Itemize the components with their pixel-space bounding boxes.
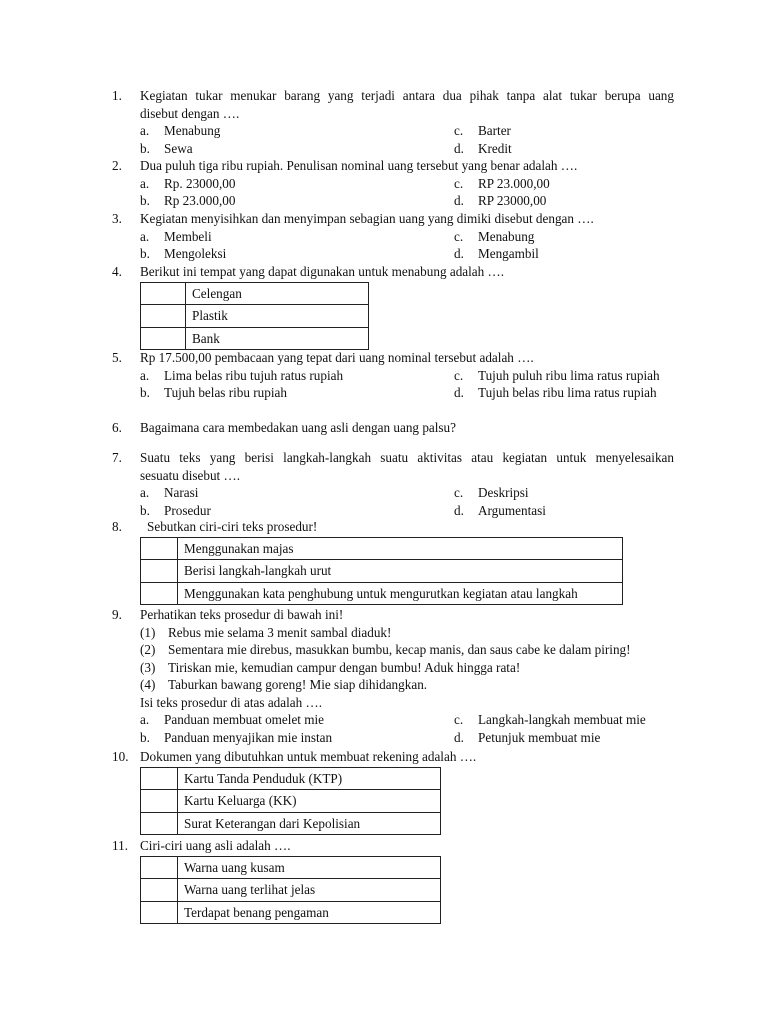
option-b[interactable]: b. Mengoleksi bbox=[140, 246, 227, 261]
option-d[interactable]: d. RP 23000,00 bbox=[454, 193, 547, 208]
option-c[interactable]: c. Barter bbox=[454, 123, 511, 138]
question-text: Kegiatan menyisihkan dan menyimpan sebagian uang yang dimiki disebut dengan …. bbox=[140, 211, 594, 226]
question-number: 6. bbox=[112, 420, 122, 435]
answer-checkbox[interactable] bbox=[141, 767, 178, 790]
option-d[interactable]: d. Argumentasi bbox=[454, 502, 546, 518]
options-row bbox=[140, 367, 674, 385]
options-row bbox=[140, 729, 674, 747]
question-text-continued: Isi teks prosedur di atas adalah …. bbox=[140, 694, 323, 710]
options-row bbox=[140, 245, 674, 263]
question-text: Kegiatan tukar menukar barang yang terjadi antara dua pihak tanpa alat tukar berupa uang bbox=[140, 88, 674, 103]
option-a[interactable]: a. Menabung bbox=[140, 123, 221, 138]
table-row bbox=[141, 790, 441, 813]
procedure-step: (2) Sementara mie direbus, masukkan bumbu, kecap manis, dan saus cabe ke dalam piring! bbox=[140, 642, 631, 657]
option-c[interactable]: c. Menabung bbox=[454, 228, 535, 244]
answer-checkbox[interactable] bbox=[141, 305, 186, 328]
question-number: 7. bbox=[112, 450, 122, 465]
table-row bbox=[141, 327, 369, 350]
option-d[interactable]: d. Tujuh belas ribu lima ratus rupiah bbox=[454, 385, 657, 400]
option-c[interactable]: c. RP 23.000,00 bbox=[454, 175, 550, 191]
table-cell: Menggunakan majas bbox=[178, 537, 623, 560]
question-number: 3. bbox=[112, 211, 122, 226]
table-row bbox=[141, 582, 623, 605]
options-row bbox=[140, 711, 674, 729]
question-text: Dua puluh tiga ribu rupiah. Penulisan nominal uang tersebut yang benar adalah …. bbox=[140, 158, 578, 173]
option-a[interactable]: a. Lima belas ribu tujuh ratus rupiah bbox=[140, 367, 344, 383]
answer-checkbox[interactable] bbox=[141, 901, 178, 924]
question-text-continued: disebut dengan …. bbox=[140, 105, 240, 121]
question-number: 2. bbox=[112, 158, 122, 173]
question-number: 11. bbox=[112, 838, 128, 853]
option-c[interactable]: c. Langkah-langkah membuat mie bbox=[454, 712, 646, 727]
question-number: 10. bbox=[112, 749, 129, 764]
option-a[interactable]: a. Rp. 23000,00 bbox=[140, 175, 236, 191]
options-row bbox=[140, 175, 674, 193]
options-row bbox=[140, 140, 674, 158]
option-d[interactable]: d. Petunjuk membuat mie bbox=[454, 729, 601, 745]
question-text-continued: sesuatu disebut …. bbox=[140, 467, 240, 483]
question-number: 9. bbox=[112, 607, 122, 622]
answer-table bbox=[140, 537, 623, 606]
options-row bbox=[140, 502, 674, 520]
procedure-step: (1) Rebus mie selama 3 menit sambal diaduk! bbox=[140, 624, 392, 640]
options-row bbox=[140, 228, 674, 246]
option-d[interactable]: d. Kredit bbox=[454, 140, 512, 156]
answer-table bbox=[140, 856, 441, 925]
options-row bbox=[140, 192, 674, 210]
option-a[interactable]: a. Panduan membuat omelet mie bbox=[140, 712, 325, 727]
option-b[interactable]: b. Sewa bbox=[140, 140, 193, 156]
question-text: Sebutkan ciri-ciri teks prosedur! bbox=[147, 519, 318, 534]
options-row bbox=[140, 122, 674, 140]
question-text: Bagaimana cara membedakan uang asli dengan uang palsu? bbox=[140, 420, 457, 435]
option-a[interactable]: a. Narasi bbox=[140, 485, 199, 500]
table-cell: Bank bbox=[186, 327, 369, 350]
options-row bbox=[140, 484, 674, 502]
question-text: Berikut ini tempat yang dapat digunakan untuk menabung adalah …. bbox=[140, 264, 505, 279]
question-10 bbox=[112, 748, 674, 835]
option-a[interactable]: a. Membeli bbox=[140, 228, 212, 244]
answer-checkbox[interactable] bbox=[141, 282, 186, 305]
procedure-step: (4) Taburkan bawang goreng! Mie siap dihidangkan. bbox=[140, 677, 428, 692]
table-row bbox=[141, 560, 623, 583]
table-row bbox=[141, 537, 623, 560]
question-9 bbox=[112, 606, 674, 746]
table-cell: Surat Keterangan dari Kepolisian bbox=[178, 812, 441, 835]
answer-checkbox[interactable] bbox=[141, 879, 178, 902]
option-b[interactable]: b. Rp 23.000,00 bbox=[140, 193, 236, 208]
answer-checkbox[interactable] bbox=[141, 327, 186, 350]
question-6 bbox=[112, 419, 674, 437]
table-cell: Kartu Keluarga (KK) bbox=[178, 790, 441, 813]
table-row bbox=[141, 282, 369, 305]
answer-table bbox=[140, 767, 441, 836]
option-d[interactable]: d. Mengambil bbox=[454, 246, 539, 261]
table-cell: Warna uang terlihat jelas bbox=[178, 879, 441, 902]
answer-table bbox=[140, 282, 369, 351]
question-11 bbox=[112, 837, 674, 924]
table-row bbox=[141, 812, 441, 835]
question-5 bbox=[112, 349, 674, 402]
table-cell: Menggunakan kata penghubung untuk mengurutkan kegiatan atau langkah bbox=[178, 582, 623, 605]
question-text: Dokumen yang dibutuhkan untuk membuat rekening adalah …. bbox=[140, 749, 477, 764]
table-cell: Berisi langkah-langkah urut bbox=[178, 560, 623, 583]
table-cell: Warna uang kusam bbox=[178, 856, 441, 879]
table-row bbox=[141, 767, 441, 790]
option-b[interactable]: b. Tujuh belas ribu rupiah bbox=[140, 385, 287, 400]
question-text: Perhatikan teks prosedur di bawah ini! bbox=[140, 607, 344, 622]
table-cell: Plastik bbox=[186, 305, 369, 328]
options-row bbox=[140, 384, 674, 402]
answer-checkbox[interactable] bbox=[141, 856, 178, 879]
procedure-step: (3) Tiriskan mie, kemudian campur dengan bumbu! Aduk hingga rata! bbox=[140, 659, 521, 675]
table-row bbox=[141, 901, 441, 924]
question-number: 4. bbox=[112, 264, 122, 279]
answer-checkbox[interactable] bbox=[141, 812, 178, 835]
table-row bbox=[141, 879, 441, 902]
table-cell: Terdapat benang pengaman bbox=[178, 901, 441, 924]
question-2 bbox=[112, 157, 674, 210]
question-number: 8. bbox=[112, 519, 122, 534]
question-number: 5. bbox=[112, 350, 122, 365]
answer-checkbox[interactable] bbox=[141, 790, 178, 813]
question-1 bbox=[112, 87, 674, 157]
question-text: Suatu teks yang berisi langkah-langkah suatu aktivitas atau kegiatan untuk menyelesaikan bbox=[140, 450, 674, 465]
table-cell: Kartu Tanda Penduduk (KTP) bbox=[178, 767, 441, 790]
question-text: Ciri-ciri uang asli adalah …. bbox=[140, 838, 291, 853]
question-4 bbox=[112, 263, 674, 350]
table-row bbox=[141, 305, 369, 328]
table-cell: Celengan bbox=[186, 282, 369, 305]
question-text: Rp 17.500,00 pembacaan yang tepat dari uang nominal tersebut adalah …. bbox=[140, 350, 534, 365]
question-7 bbox=[112, 449, 674, 519]
question-number: 1. bbox=[112, 88, 122, 103]
option-c[interactable]: c. Tujuh puluh ribu lima ratus rupiah bbox=[454, 367, 660, 383]
answer-checkbox[interactable] bbox=[141, 560, 178, 583]
option-c[interactable]: c. Deskripsi bbox=[454, 485, 529, 500]
question-3 bbox=[112, 210, 674, 263]
option-b[interactable]: b. Prosedur bbox=[140, 502, 211, 518]
question-8 bbox=[112, 518, 674, 605]
answer-checkbox[interactable] bbox=[141, 582, 178, 605]
option-b[interactable]: b. Panduan menyajikan mie instan bbox=[140, 729, 333, 745]
answer-checkbox[interactable] bbox=[141, 537, 178, 560]
table-row bbox=[141, 856, 441, 879]
